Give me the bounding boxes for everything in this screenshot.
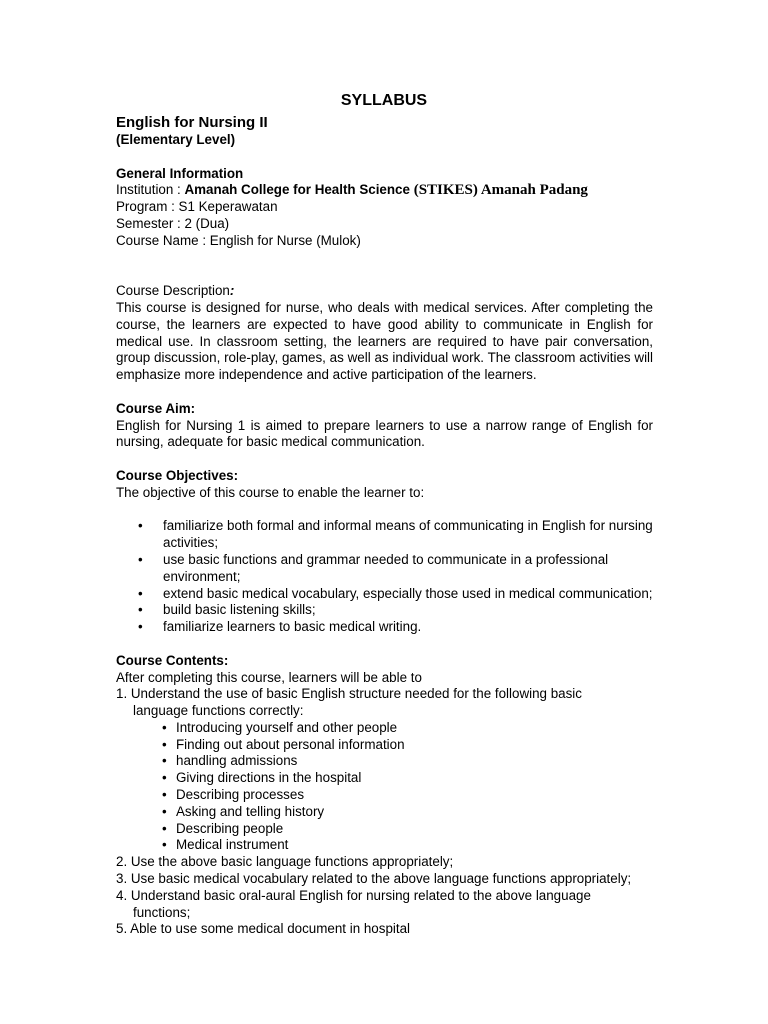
contents-item-4: 4. Understand basic oral-aural English for nursing related to the above language [116, 887, 591, 903]
aim-text: English for Nursing 1 is aimed to prepare learners to use a narrow range of English for nursing, adequate for basic medical communication. [116, 417, 653, 450]
institution-extra: (STIKES) Amanah Padang [413, 182, 588, 199]
program-line: Program : S1 Keperawatan [116, 199, 278, 215]
contents-item-1-cont: language functions correctly: [133, 703, 304, 719]
list-item: • extend basic medical vocabulary, especially those used in medical communication; [116, 586, 653, 603]
contents-heading: Course Contents: [116, 652, 229, 668]
objectives-intro: The objective of this course to enable the learner to: [116, 484, 425, 500]
objectives-list [116, 518, 653, 636]
contents-item-1: 1. Understand the use of basic English structure needed for the following basic [116, 686, 582, 702]
list-item: • Asking and telling history [176, 804, 653, 821]
contents-item-3: 3. Use basic medical vocabulary related to the above language functions appropriately; [116, 871, 632, 887]
document-title: SYLLABUS [340, 92, 428, 109]
aim-heading: Course Aim: [116, 400, 196, 416]
contents-intro: After completing this course, learners will be able to [116, 669, 422, 685]
course-name-line: Course Name : English for Nurse (Mulok) [116, 232, 361, 248]
list-item: • Medical instrument [176, 837, 653, 854]
list-item: • Giving directions in the hospital [176, 770, 653, 787]
list-item: • familiarize both formal and informal means of communicating in English for nursing activities; [116, 518, 653, 552]
course-level: (Elementary Level) [116, 132, 236, 147]
contents-item-5: 5. Able to use some medical document in hospital [116, 921, 411, 937]
semester-line: Semester : 2 (Dua) [116, 215, 230, 231]
contents-item-4-cont: functions; [133, 904, 191, 920]
general-info-heading: General Information [116, 165, 244, 181]
topics-list [116, 720, 653, 854]
description-text: This course is designed for nurse, who deals with medical services. After completing the course, the learners are expected to have good ability to communicate in English for medical use. In classroom setting, the learners are required to have pair conversation, group discussion, role-play, games, as well as individual work. The classroom activities will emphasize more independence and active participation of the learners. [116, 299, 653, 383]
institution-label: Institution : [116, 182, 185, 198]
course-name: English for Nursing II [116, 114, 268, 131]
institution-name: Amanah College for Health Science [184, 182, 410, 198]
list-item: • Introducing yourself and other people [176, 720, 653, 737]
list-item: • Describing people [176, 821, 653, 838]
list-item: • build basic listening skills; [116, 602, 653, 619]
description-heading: Course Description: [116, 283, 235, 299]
contents-item-2: 2. Use the above basic language functions appropriately; [116, 854, 454, 870]
list-item: • Finding out about personal information [176, 737, 653, 754]
document-body [116, 113, 653, 938]
list-item: • use basic functions and grammar needed to communicate in a professional environment; [116, 552, 653, 586]
list-item: • familiarize learners to basic medical writing. [116, 619, 653, 636]
institution-line [116, 182, 653, 199]
list-item: • Describing processes [176, 787, 653, 804]
list-item: • handling admissions [176, 753, 653, 770]
objectives-heading: Course Objectives: [116, 467, 239, 483]
